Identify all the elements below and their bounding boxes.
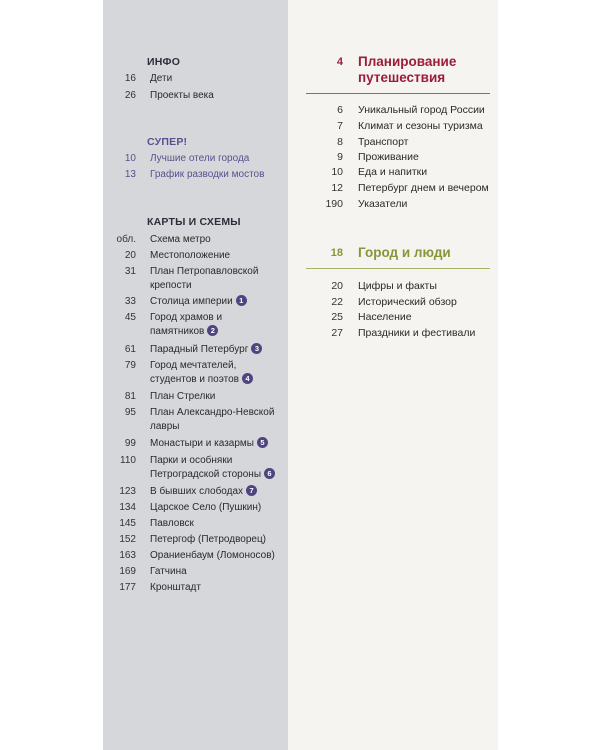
chapter-page-number: 4 [336, 56, 343, 68]
page-number: 8 [337, 136, 343, 148]
page-number: 20 [124, 250, 136, 261]
page-number: 7 [337, 120, 343, 132]
page-number: 134 [119, 502, 136, 513]
page-number: 10 [124, 153, 136, 164]
entry-label: Петергоф (Петродворец) [150, 534, 267, 545]
entry-label [150, 265, 282, 293]
entry-label [150, 311, 282, 339]
chapter-page-number: 18 [330, 247, 343, 259]
section-title-info: ИНФО [147, 56, 181, 68]
entry-label: Петербург днем и вечером [358, 182, 489, 194]
entry-label-line1: Парадный Петербург [150, 344, 249, 355]
page-number: 10 [331, 166, 343, 178]
entry-label: Схема метро [150, 234, 211, 245]
entry-label-line2: лавры [150, 421, 180, 432]
page-number: 22 [331, 296, 343, 308]
page-number: 45 [124, 312, 136, 323]
chapter-title: Город и люди [358, 245, 451, 260]
page-number: 33 [124, 296, 136, 307]
map-number-badge: 1 [236, 295, 247, 306]
page-number: 20 [331, 280, 343, 292]
entry-label-line1: Город мечтателей, [150, 360, 237, 371]
entry-label: Кронштадт [150, 582, 201, 593]
page-number: 163 [119, 550, 136, 561]
entry-label: План Стрелки [150, 391, 216, 402]
page-number: 95 [124, 407, 136, 418]
entry-label-line2: студентов и поэтов [150, 374, 239, 385]
entry-label-line1: В бывших слободах [150, 486, 244, 497]
page-number: 61 [124, 344, 136, 355]
page-number: 110 [120, 455, 136, 466]
page-number: обл. [116, 234, 136, 245]
entry-label: Ораниенбаум (Ломоносов) [150, 550, 275, 561]
entry-label [150, 485, 282, 499]
entry-label-line1: Монастыри и казармы [150, 438, 254, 449]
entry-label: Дети [150, 73, 173, 84]
page-number: 16 [124, 73, 136, 84]
page-number: 12 [331, 182, 343, 194]
chapter-title [358, 54, 493, 86]
page-number: 81 [124, 391, 136, 402]
page-number: 145 [119, 518, 136, 529]
entry-label-line1: Столица империи [150, 296, 233, 307]
page-number: 123 [119, 486, 136, 497]
entry-label: Праздники и фестивали [358, 327, 476, 339]
entry-label-line1: Парки и особняки [150, 455, 233, 466]
entry-label: Транспорт [358, 136, 409, 148]
entry-label: Лучшие отели города [150, 153, 250, 164]
entry-label: Павловск [150, 518, 194, 529]
entry-label [150, 454, 282, 482]
page-number: 6 [337, 104, 343, 116]
chapter-title-line1: Планирование [358, 54, 457, 69]
entry-label: График разводки мостов [150, 169, 265, 180]
entry-label: Местоположение [150, 250, 231, 261]
page-number: 9 [337, 151, 343, 163]
entry-label: Цифры и факты [358, 280, 437, 292]
entry-label: Уникальный город России [358, 104, 485, 116]
map-number-badge: 6 [264, 468, 275, 479]
page-number: 152 [119, 534, 136, 545]
chapter-divider [306, 93, 490, 94]
entry-label: Климат и сезоны туризма [358, 120, 483, 132]
entry-label: Проживание [358, 151, 419, 163]
page-number: 26 [124, 90, 136, 101]
entry-label-line2: памятников [150, 326, 205, 337]
entry-label-line1: Город храмов и [150, 312, 223, 323]
entry-label [150, 406, 282, 434]
page-number: 99 [124, 438, 136, 449]
entry-label-line1: План Александро-Невской [150, 407, 275, 418]
entry-label [150, 437, 282, 451]
entry-label [150, 359, 282, 387]
page-number: 31 [124, 266, 136, 277]
entry-label: Гатчина [150, 566, 187, 577]
map-number-badge: 7 [246, 485, 257, 496]
map-number-badge: 3 [251, 343, 262, 354]
entry-label-line1: План Петропавловской [150, 266, 259, 277]
entry-label: Царское Село (Пушкин) [150, 502, 262, 513]
entry-label-line2: Петроградской стороны [150, 469, 262, 480]
page-number: 25 [331, 311, 343, 323]
map-number-badge: 4 [242, 373, 253, 384]
section-title-maps: КАРТЫ И СХЕМЫ [147, 216, 241, 228]
page-number: 177 [119, 582, 136, 593]
entry-label-line2: крепости [150, 280, 192, 291]
section-title-super: СУПЕР! [147, 136, 188, 148]
page-number: 27 [331, 327, 343, 339]
page-number: 13 [124, 169, 136, 180]
entry-label: Указатели [358, 198, 408, 210]
page-number: 190 [325, 198, 343, 210]
map-number-badge: 5 [257, 437, 268, 448]
entry-label: Исторический обзор [358, 296, 457, 308]
entry-label: Еда и напитки [358, 166, 428, 178]
entry-label [150, 295, 282, 309]
entry-label [150, 343, 282, 357]
page-number: 169 [119, 566, 136, 577]
entry-label: Население [358, 311, 412, 323]
map-number-badge: 2 [207, 325, 218, 336]
chapter-divider [306, 268, 490, 269]
entry-label: Проекты века [150, 90, 214, 101]
page-number: 79 [124, 360, 136, 371]
chapter-title-line2: путешествия [358, 70, 446, 85]
